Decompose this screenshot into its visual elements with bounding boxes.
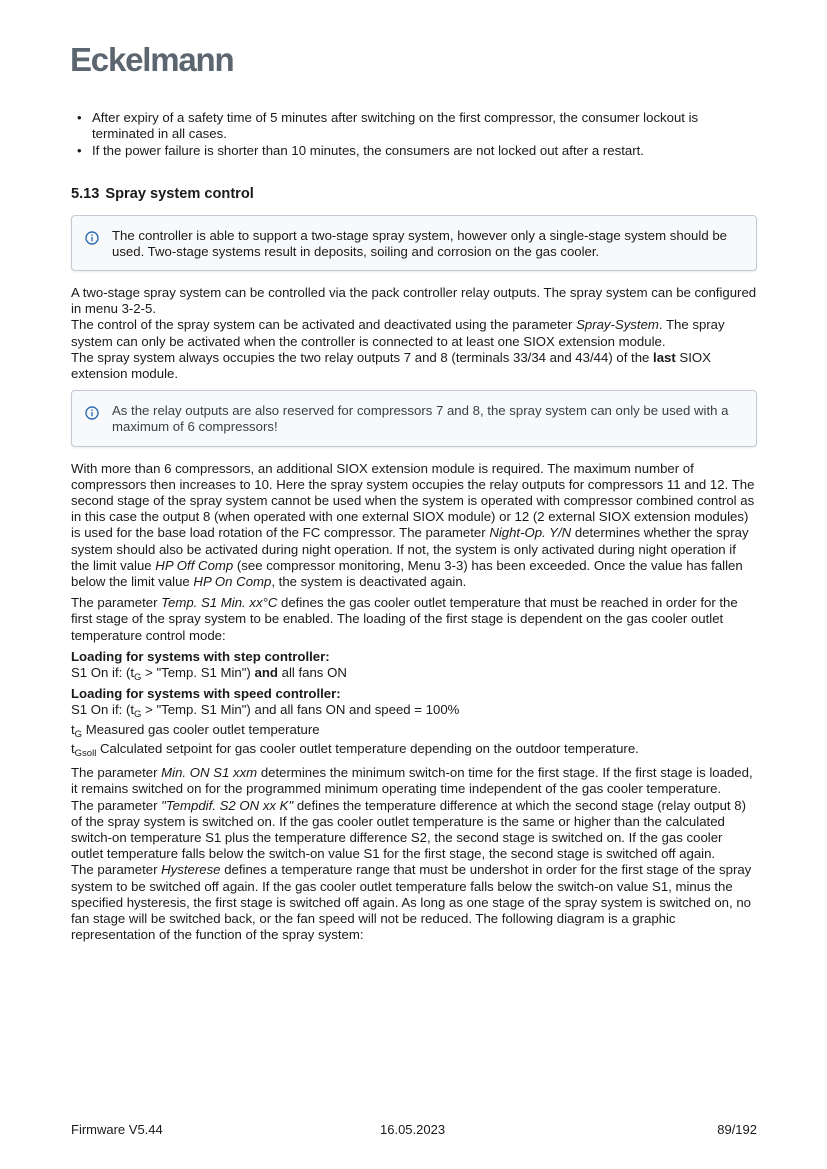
text: Calculated setpoint for gas cooler outlet temperature depending on the outdoor temperature. bbox=[96, 740, 639, 756]
info-note bbox=[71, 390, 757, 446]
paragraph bbox=[71, 798, 757, 863]
speed-controller-condition bbox=[71, 702, 757, 721]
info-note bbox=[71, 215, 757, 271]
list-item bbox=[71, 110, 757, 142]
text: determines the minimum switch-on time for the first stage. If the first stage is loaded, it remains switched on for the programmed minimum operating time independent of the gas cooler temperature. bbox=[71, 765, 753, 797]
document-date: 16.05.2023 bbox=[380, 1122, 446, 1137]
definition-tgsoll bbox=[71, 741, 757, 757]
paragraph: A two-stage spray system can be controlled via the pack controller relay outputs. The spray system can be configured in menu 3-2-5. bbox=[71, 285, 757, 317]
text: (see compressor monitoring, Menu 3-3) has been exceeded. Once the value has fallen below the limit value bbox=[71, 557, 743, 590]
text: t bbox=[71, 740, 75, 756]
text: Measured gas cooler outlet temperature bbox=[82, 721, 320, 737]
text: The parameter bbox=[71, 797, 162, 813]
text: determines whether the spray system should also be activated during night operation. If not, the system is only activated during night operation if the limit value bbox=[71, 525, 749, 573]
text: S1 On if: (t bbox=[71, 702, 135, 718]
parameter-name: HP On Comp bbox=[193, 574, 272, 590]
emphasis: and bbox=[254, 665, 278, 681]
text: S1 On if: (t bbox=[71, 665, 135, 681]
page-content bbox=[71, 110, 757, 943]
emphasis: last bbox=[653, 349, 676, 365]
parameter-name: "Tempdif. S2 ON xx K" bbox=[161, 797, 294, 813]
parameter-name: Hysterese bbox=[161, 862, 221, 878]
eckelmann-logo: Eckelmann bbox=[70, 41, 234, 78]
step-controller-heading: Loading for systems with step controller: bbox=[71, 648, 330, 664]
text: The parameter bbox=[71, 595, 162, 611]
paragraph bbox=[71, 461, 757, 591]
text: The spray system always occupies the two relay outputs 7 and 8 (terminals 33/34 and 43/44) of the bbox=[71, 349, 654, 365]
text: The parameter bbox=[71, 862, 162, 878]
text: > "Temp. S1 Min") and all fans ON and speed = 100% bbox=[141, 702, 460, 718]
paragraph bbox=[71, 317, 757, 349]
section-number: 5.13 bbox=[71, 185, 100, 202]
bullet-marker: • bbox=[77, 110, 82, 125]
text: defines the temperature difference at which the second stage (relay output 8) of the spray system is switched on. If the gas cooler outlet temperature is the same or higher than the calculated switch-on temperature S1 plus the temperature difference S2, the second stage is switched on. If the gas cooler outlet temperature falls below the switch-on value S1 for the first stage, the second stage is switched off again. bbox=[71, 797, 746, 862]
step-controller-condition bbox=[71, 665, 757, 684]
section-title: Spray system control bbox=[105, 185, 254, 202]
text: The control of the spray system can be activated and deactivated using the parameter bbox=[71, 317, 577, 333]
info-icon bbox=[85, 231, 99, 245]
paragraph bbox=[71, 350, 757, 382]
bullet-text: If the power failure is shorter than 10 minutes, the consumers are not locked out after a restart. bbox=[92, 143, 644, 159]
text: all fans ON bbox=[277, 665, 347, 681]
section-heading bbox=[71, 185, 757, 203]
speed-controller-heading: Loading for systems with speed controller: bbox=[71, 686, 341, 702]
text: With more than 6 compressors, an additional SIOX extension module is required. The maximum number of compressors then increases to 10. Here the spray system occupies the relay outputs for compressors 11 and 12. The second stage of the spray system cannot be used when the system is operated with compressor combined control as in this case the output 8 (when operated with one external SIOX module) or 12 (2 external SIOX extension modules) is used for the base load rotation of the FC compressor. The parameter bbox=[71, 460, 755, 541]
text: defines the gas cooler outlet temperature that must be reached in order for the first stage of the spray system to be enabled. The loading of the first stage is dependent on the gas cooler outlet temperature control mode: bbox=[71, 595, 738, 643]
bullet-marker: • bbox=[77, 143, 82, 159]
bullet-text: After expiry of a safety time of 5 minutes after switching on the first compressor, the consumer lockout is terminated in all cases. bbox=[92, 110, 699, 142]
text: SIOX extension module. bbox=[71, 349, 711, 382]
text: t bbox=[71, 721, 75, 737]
info-icon bbox=[85, 406, 99, 420]
subscript: G bbox=[74, 728, 83, 740]
parameter-name: Min. ON S1 xxm bbox=[161, 765, 258, 781]
subscript: Gsoll bbox=[74, 747, 97, 759]
list-item bbox=[71, 143, 757, 159]
parameter-name: Spray-System bbox=[576, 317, 659, 333]
text: The parameter bbox=[71, 765, 162, 781]
parameter-name: Night-Op. Y/N bbox=[489, 525, 572, 541]
parameter-name: HP Off Comp bbox=[155, 557, 234, 573]
paragraph bbox=[71, 765, 757, 797]
bullet-list bbox=[71, 110, 757, 160]
paragraph bbox=[71, 862, 757, 943]
text: > "Temp. S1 Min") bbox=[141, 665, 255, 681]
firmware-version: Firmware V5.44 bbox=[71, 1122, 163, 1137]
page-number: 89/192 bbox=[717, 1122, 757, 1137]
parameter-name: Temp. S1 Min. xx°C bbox=[161, 595, 278, 611]
note-text: The controller is able to support a two-stage spray system, however only a single-stage system should be used. Two-stage systems result in deposits, soiling and corrosion on the gas cooler. bbox=[112, 227, 727, 259]
subscript: G bbox=[134, 709, 142, 721]
text: , the system is deactivated again. bbox=[271, 574, 467, 590]
text: . The spray system can only be activated when the controller is connected to at least one SIOX extension module. bbox=[71, 317, 725, 349]
note-text: As the relay outputs are also reserved for compressors 7 and 8, the spray system can only be used with a maximum of 6 compressors! bbox=[112, 403, 729, 435]
subscript: G bbox=[134, 672, 142, 684]
paragraph bbox=[71, 595, 757, 644]
definition-tg bbox=[71, 722, 757, 738]
text: defines a temperature range that must be undershot in order for the first stage of the spray system to be switched off again. If the gas cooler outlet temperature falls below the switch-on value S1, minus the specified hysteresis, the first stage is switched off again. As long as one stage of the spray system is switched on, no fan stage will be switched back, or the fan speed will not be reduced. The following diagram is a graphic representation of the function of the spray system: bbox=[71, 862, 752, 943]
